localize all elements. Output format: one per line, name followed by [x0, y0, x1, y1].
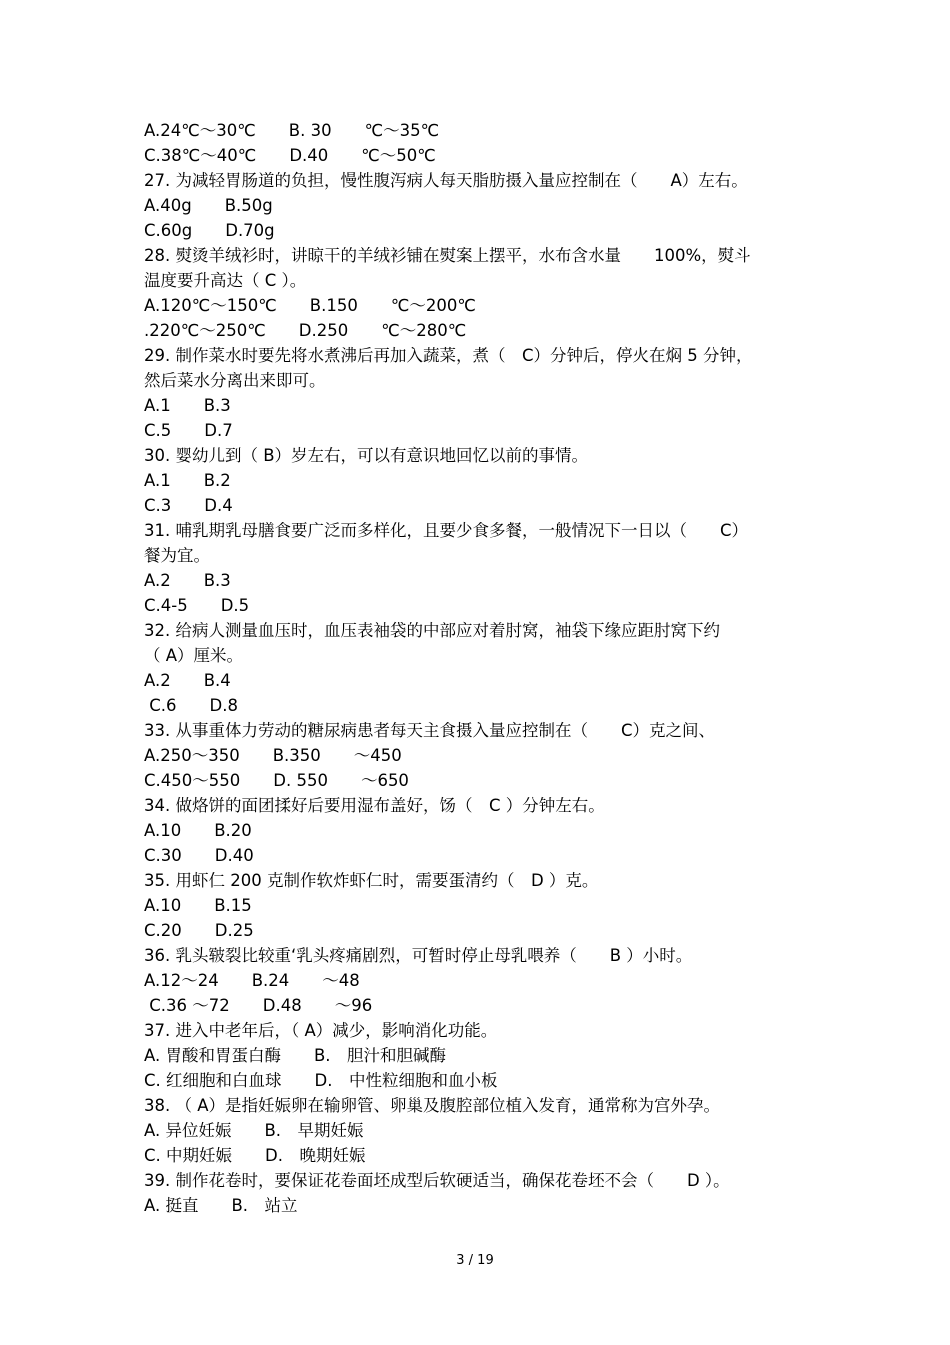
text-line: C.20 D.25 [144, 921, 254, 940]
text-line: 29. 制作菜水时要先将水煮沸后再加入蔬菜，煮（ C）分钟后，停火在焖 5 分钟， [144, 346, 753, 365]
text-line: A.24℃～30℃ B. 30 ℃～35℃ [144, 121, 440, 140]
text-line: C.5 D.7 [144, 421, 233, 440]
text-line: 32. 给病人测量血压时，血压表袖袋的中部应对着肘窝，袖袋下缘应距肘窝下约 [144, 621, 720, 640]
text-line: A. 异位妊娠 B. 早期妊娠 [144, 1121, 364, 1140]
text-line: A.12～24 B.24 ～48 [144, 971, 360, 990]
text-line: 39. 制作花卷时，要保证花卷面坯成型后软硬适当，确保花卷坯不会（ D ）。 [144, 1171, 730, 1190]
text-line: .220℃～250℃ D.250 ℃～280℃ [144, 321, 467, 340]
text-line: A.10 B.15 [144, 896, 252, 915]
text-line: A.10 B.20 [144, 821, 252, 840]
text-line: C.6 D.8 [144, 696, 238, 715]
text-line: A.2 B.3 [144, 571, 231, 590]
text-line: C.30 D.40 [144, 846, 254, 865]
text-line: A.250～350 B.350 ～450 [144, 746, 402, 765]
text-line: A.1 B.3 [144, 396, 231, 415]
text-line: 36. 乳头皲裂比较重‘乳头疼痛剧烈，可暂时停止母乳喂养（ B ）小时。 [144, 946, 693, 965]
text-line: C. 中期妊娠 D. 晚期妊娠 [144, 1146, 366, 1165]
text-line: 37. 进入中老年后，（ A）减少，影响消化功能。 [144, 1021, 498, 1040]
text-line: A.2 B.4 [144, 671, 231, 690]
text-line: 温度要升高达（ C ）。 [144, 271, 307, 290]
text-line: 38. （ A）是指妊娠卵在输卵管、卵巢及腹腔部位植入发育，通常称为宫外孕。 [144, 1096, 721, 1115]
text-line: C. 红细胞和白血球 D. 中性粒细胞和血小板 [144, 1071, 498, 1090]
text-line: （ A）厘米。 [144, 646, 244, 665]
text-line: A.120℃～150℃ B.150 ℃～200℃ [144, 296, 476, 315]
page-number: 3 / 19 [456, 1253, 494, 1268]
text-line: C.450～550 D. 550 ～650 [144, 771, 409, 790]
text-line: C.4-5 D.5 [144, 596, 250, 615]
text-line: 30. 婴幼儿到（ B）岁左右，可以有意识地回忆以前的事情。 [144, 446, 589, 465]
text-line: 33. 从事重体力劳动的糖尿病患者每天主食摄入量应控制在（ C）克之间、 [144, 721, 716, 740]
text-line: C.3 D.4 [144, 496, 233, 515]
text-line: A.40g B.50g [144, 196, 273, 215]
text-line: A. 挺直 B. 站立 [144, 1196, 298, 1215]
text-line: 27. 为减轻胃肠道的负担，慢性腹泻病人每天脂肪摄入量应控制在（ A）左右。 [144, 171, 748, 190]
text-line: C.38℃～40℃ D.40 ℃～50℃ [144, 146, 436, 165]
text-line: 28. 熨烫羊绒衫时，讲晾干的羊绒衫铺在熨案上摆平，水布含水量 100%，熨斗 [144, 246, 751, 265]
text-line: 35. 用虾仁 200 克制作软炸虾仁时，需要蛋清约（ D ）克。 [144, 871, 599, 890]
text-line: 34. 做烙饼的面团揉好后要用湿布盖好，饧（ C ）分钟左右。 [144, 796, 605, 815]
text-line: A.1 B.2 [144, 471, 231, 490]
question-list [144, 118, 824, 1218]
text-line: C.36 ～72 D.48 ～96 [144, 996, 373, 1015]
text-line: 然后菜水分离出来即可。 [144, 371, 326, 390]
text-line: 餐为宜。 [144, 546, 210, 565]
text-line: A. 胃酸和胃蛋白酶 B. 胆汁和胆碱酶 [144, 1046, 447, 1065]
text-line: C.60g D.70g [144, 221, 275, 240]
text-line: 31. 哺乳期乳母膳食要广泛而多样化，且要少食多餐，一般情况下一日以（ C） [144, 521, 749, 540]
